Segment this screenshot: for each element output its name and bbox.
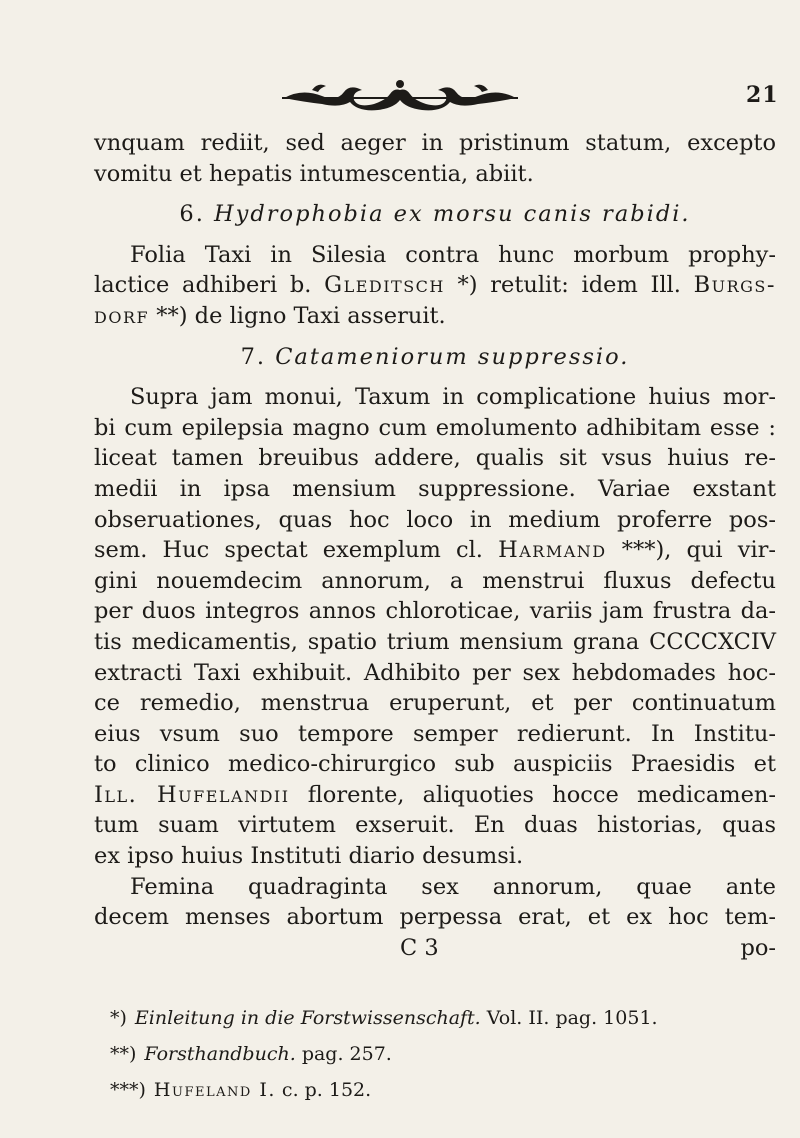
section-heading-6 — [94, 199, 776, 230]
footnote — [110, 1072, 710, 1108]
signature-line — [94, 933, 776, 964]
text-line: ce remedio, menstrua eruperunt, et per continuatum — [94, 690, 776, 717]
footnotes — [110, 1000, 710, 1108]
text-line: Supra jam monui, Taxum in complicatione huius mor- — [130, 384, 776, 411]
author-name: Harmand — [498, 537, 607, 564]
text-line: extracti Taxi exhibuit. Adhibito per sex hebdomades hoc- — [94, 659, 776, 686]
footnote-ref: c. p. 152. — [281, 1079, 372, 1101]
text-line: gini nouemdecim annorum, a menstrui fluxus defectu — [94, 567, 776, 594]
text-line: bi cum epilepsia magno cum emolumento adhibitam esse : — [94, 414, 776, 441]
footnote-mark: ***) — [110, 1079, 146, 1101]
heading-number: 6. — [179, 201, 205, 228]
text-run: **) de ligno Taxi asseruit. — [149, 302, 446, 329]
heading-number: 7. — [240, 343, 267, 370]
footnote-title: Forsthandbuch. — [144, 1043, 296, 1065]
footnote-title: Einleitung in die Forstwissenschaft. — [134, 1007, 481, 1029]
text-line — [94, 780, 776, 811]
decorative-headpiece-ornament — [282, 78, 518, 112]
text-line: medii in ipsa mensium suppressione. Variae exstant — [94, 475, 776, 502]
text-line: tum suam virtutem exseruit. En duas historias, quas — [94, 812, 776, 839]
text-line: liceat tamen breuibus addere, qualis sit vsus huius re- — [94, 445, 776, 472]
text-line: per duos integros annos chloroticae, variis jam frustra da- — [94, 598, 776, 625]
body-text — [94, 128, 776, 963]
footnote-ref: Vol. II. pag. 1051. — [486, 1007, 658, 1029]
text-line: vnquam rediit, sed aeger in pristinum statum, excepto — [94, 130, 776, 156]
section-heading-7 — [94, 342, 776, 373]
text-line: to clinico medico-chirurgico sub auspiciis Praesidis et — [94, 751, 776, 778]
text-line: tis medicamentis, spatio trium mensium grana CCCCXCIV — [94, 628, 776, 655]
page-number: 21 — [746, 82, 779, 108]
text-line — [94, 535, 776, 566]
heading-title: Hydrophobia ex morsu canis rabidi. — [214, 201, 691, 228]
author-name: Gleditsch — [324, 272, 445, 299]
text-run: ***), qui vir- — [606, 537, 777, 564]
text-line: eius vsum suo tempore semper redierunt. In Institu- — [94, 720, 776, 747]
text-line: decem menses abortum perpessa erat, et ex hoc tem- — [94, 904, 776, 931]
signature-mark: C 3 — [400, 934, 439, 961]
footnote-mark: *) — [110, 1007, 127, 1029]
text-run: lactice adhiberi b. — [94, 272, 325, 299]
author-name: dorf — [94, 302, 150, 329]
text-line: ex ipso huius Instituti diario desumsi. — [94, 843, 524, 870]
text-line: obseruationes, quas hoc loco in medium proferre pos- — [94, 506, 776, 533]
author-name: Ill. Hufelandii — [94, 781, 290, 808]
author-name: Burgs- — [693, 272, 776, 299]
text-line — [94, 301, 776, 332]
footnote-title: Hufeland I. — [153, 1079, 276, 1101]
footnote — [110, 1036, 710, 1072]
text-line: Femina quadraginta sex annorum, quae ante — [130, 873, 776, 900]
footnote — [110, 1000, 710, 1036]
text-run: *) retulit: idem Ill. — [444, 272, 694, 299]
footnote-mark: **) — [110, 1043, 137, 1065]
text-line — [94, 270, 776, 301]
text-run: florente, aliquoties hocce medicamen- — [289, 781, 776, 808]
text-run: sem. Huc spectat exemplum cl. — [94, 537, 499, 564]
text-line: vomitu et hepatis intumescentia, abiit. — [94, 160, 534, 187]
catchword: po- — [740, 934, 776, 961]
text-line: Folia Taxi in Silesia contra hunc morbum prophy- — [130, 241, 776, 268]
heading-title: Catameniorum suppressio. — [275, 343, 630, 370]
footnote-ref: pag. 257. — [301, 1043, 392, 1065]
